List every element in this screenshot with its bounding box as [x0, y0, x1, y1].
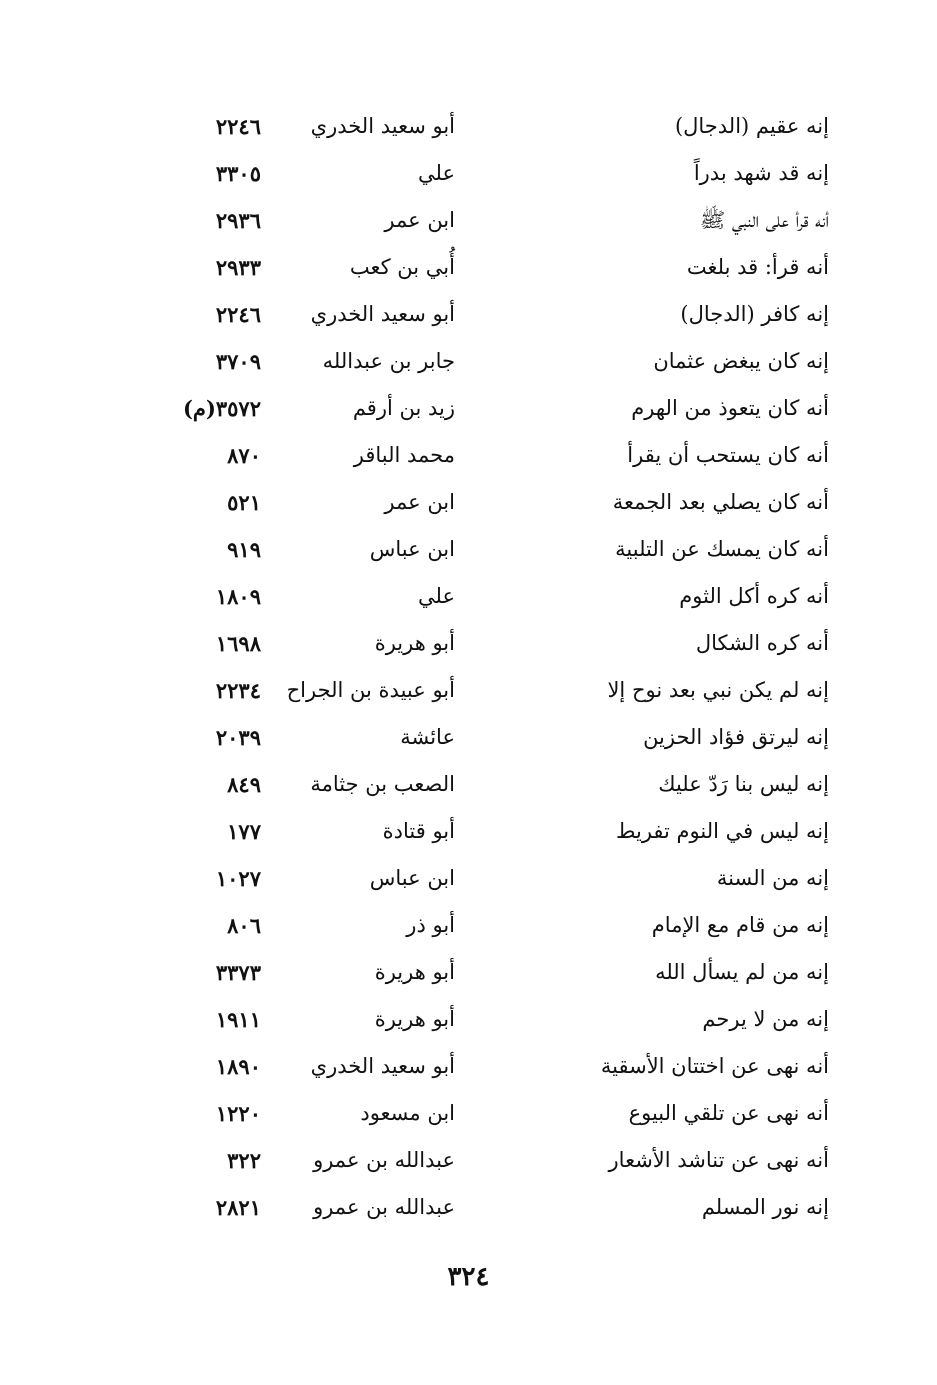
index-row [0, 808, 937, 855]
hadith-number: ١٩١١ [215, 1007, 261, 1032]
hadith-number: ١٦٩٨ [215, 631, 261, 656]
hadith-number: ١٨٠٩ [215, 584, 261, 609]
hadith-number: ١٨٩٠ [215, 1054, 261, 1079]
hadith-phrase: إنه قد شهد بدراً [693, 161, 829, 185]
index-row [0, 103, 937, 150]
index-row [0, 902, 937, 949]
hadith-number: ١٢٢٠ [215, 1101, 261, 1126]
hadith-phrase: إنه كان يبغض عثمان [653, 349, 829, 373]
hadith-phrase: إنه من لا يرحم [702, 1007, 829, 1031]
hadith-number: ١٧٧ [227, 819, 261, 844]
narrator-name: علي [418, 584, 455, 608]
index-row [0, 291, 937, 338]
page-number: ٣٢٤ [447, 1262, 490, 1292]
index-row [0, 667, 937, 714]
hadith-number: ٣٣٠٥ [215, 161, 261, 186]
narrator-name: أبو هريرة [374, 960, 455, 984]
hadith-phrase: إنه لم يكن نبي بعد نوح إلا [607, 678, 829, 702]
hadith-phrase: إنه ليس بنا رَدّ عليك [658, 772, 829, 796]
narrator-name: أبو سعيد الخدري [310, 1054, 455, 1078]
hadith-number: ٨٤٩ [227, 772, 261, 797]
hadith-number: ٢٩٣٣ [215, 255, 261, 280]
narrator-name: ابن عباس [369, 537, 455, 561]
hadith-phrase: أنه نهى عن تلقي البيوع [628, 1101, 829, 1125]
narrator-name: عبدالله بن عمرو [313, 1148, 455, 1172]
narrator-name: ابن عمر [384, 490, 455, 514]
hadith-phrase: أنه كره الشكال [695, 631, 829, 655]
index-row [0, 1043, 937, 1090]
index-row [0, 855, 937, 902]
hadith-number: ٢٩٣٦ [215, 208, 261, 233]
hadith-number: ٨٠٦ [227, 913, 261, 938]
index-row [0, 479, 937, 526]
narrator-name: ابن مسعود [360, 1101, 455, 1125]
hadith-number: ٢٢٤٦ [215, 114, 261, 139]
hadith-phrase: إنه كافر (الدجال) [680, 302, 829, 326]
narrator-name: أبو سعيد الخدري [310, 114, 455, 138]
hadith-phrase: إنه عقيم (الدجال) [674, 114, 829, 138]
narrator-name: أبو هريرة [374, 1007, 455, 1031]
narrator-name: ابن عباس [369, 866, 455, 890]
hadith-number: ٣٥٧٢(م) [183, 396, 261, 421]
narrator-name: أبو سعيد الخدري [310, 302, 455, 326]
narrator-name: عائشة [400, 725, 455, 749]
hadith-phrase: أنه كان يصلي بعد الجمعة [612, 490, 829, 514]
hadith-number: ١٠٢٧ [215, 866, 261, 891]
index-row [0, 385, 937, 432]
narrator-name: أبو ذر [406, 913, 455, 937]
hadith-phrase: أنه كان يتعوذ من الهرم [631, 396, 829, 420]
index-row [0, 714, 937, 761]
index-row [0, 573, 937, 620]
narrator-name: محمد الباقر [353, 443, 455, 467]
hadith-phrase: إنه ليس في النوم تفريط [616, 819, 829, 843]
index-row [0, 996, 937, 1043]
hadith-phrase: إنه من قام مع الإمام [651, 913, 829, 937]
hadith-number: ٢٨٢١ [215, 1195, 261, 1220]
hadith-number: ٢٢٤٦ [215, 302, 261, 327]
index-row [0, 1184, 937, 1231]
narrator-name: أبو هريرة [374, 631, 455, 655]
index-row [0, 761, 937, 808]
hadith-number: ٢٠٣٩ [215, 725, 261, 750]
index-row [0, 620, 937, 667]
narrator-name: أُبي بن كعب [349, 255, 455, 279]
narrator-name: زيد بن أرقم [352, 396, 455, 420]
hadith-phrase: إنه من السنة [716, 866, 829, 890]
hadith-phrase: أنه كان يمسك عن التلبية [615, 537, 829, 561]
narrator-name: علي [418, 161, 455, 185]
hadith-index-table [0, 103, 937, 1231]
hadith-number: ٣٣٧٣ [215, 960, 261, 985]
hadith-phrase: أنه كان يستحب أن يقرأ [627, 443, 829, 467]
hadith-phrase: إنه نور المسلم [701, 1195, 829, 1219]
index-row [0, 1137, 937, 1184]
index-row [0, 432, 937, 479]
index-row [0, 197, 937, 244]
index-row [0, 244, 937, 291]
hadith-number: ٥٢١ [227, 490, 261, 515]
hadith-number: ٢٢٣٤ [215, 678, 261, 703]
hadith-phrase: أنه قرأ: قد بلغت [686, 255, 829, 279]
hadith-phrase: إنه من لم يسأل الله [655, 960, 829, 984]
index-row [0, 150, 937, 197]
hadith-phrase: إنه ليرتق فؤاد الحزين [643, 725, 829, 749]
index-row [0, 949, 937, 996]
narrator-name: الصعب بن جثامة [310, 772, 455, 796]
hadith-number: ٩١٩ [227, 537, 261, 562]
narrator-name: أبو عبيدة بن الجراح [286, 678, 455, 702]
index-row [0, 338, 937, 385]
narrator-name: أبو قتادة [382, 819, 455, 843]
hadith-phrase: أنه نهى عن تناشد الأشعار [608, 1148, 829, 1172]
hadith-phrase: أنه كره أكل الثوم [679, 584, 829, 608]
hadith-number: ٣٢٢ [227, 1148, 261, 1173]
hadith-number: ٨٧٠ [227, 443, 261, 468]
index-row [0, 1090, 937, 1137]
narrator-name: ابن عمر [384, 208, 455, 232]
hadith-phrase: أنه قرأ على النبي ﷺ [699, 208, 829, 232]
hadith-phrase: أنه نهى عن اختتان الأسقية [600, 1054, 829, 1078]
narrator-name: جابر بن عبدالله [322, 349, 455, 373]
narrator-name: عبدالله بن عمرو [313, 1195, 455, 1219]
hadith-number: ٣٧٠٩ [215, 349, 261, 374]
index-row [0, 526, 937, 573]
